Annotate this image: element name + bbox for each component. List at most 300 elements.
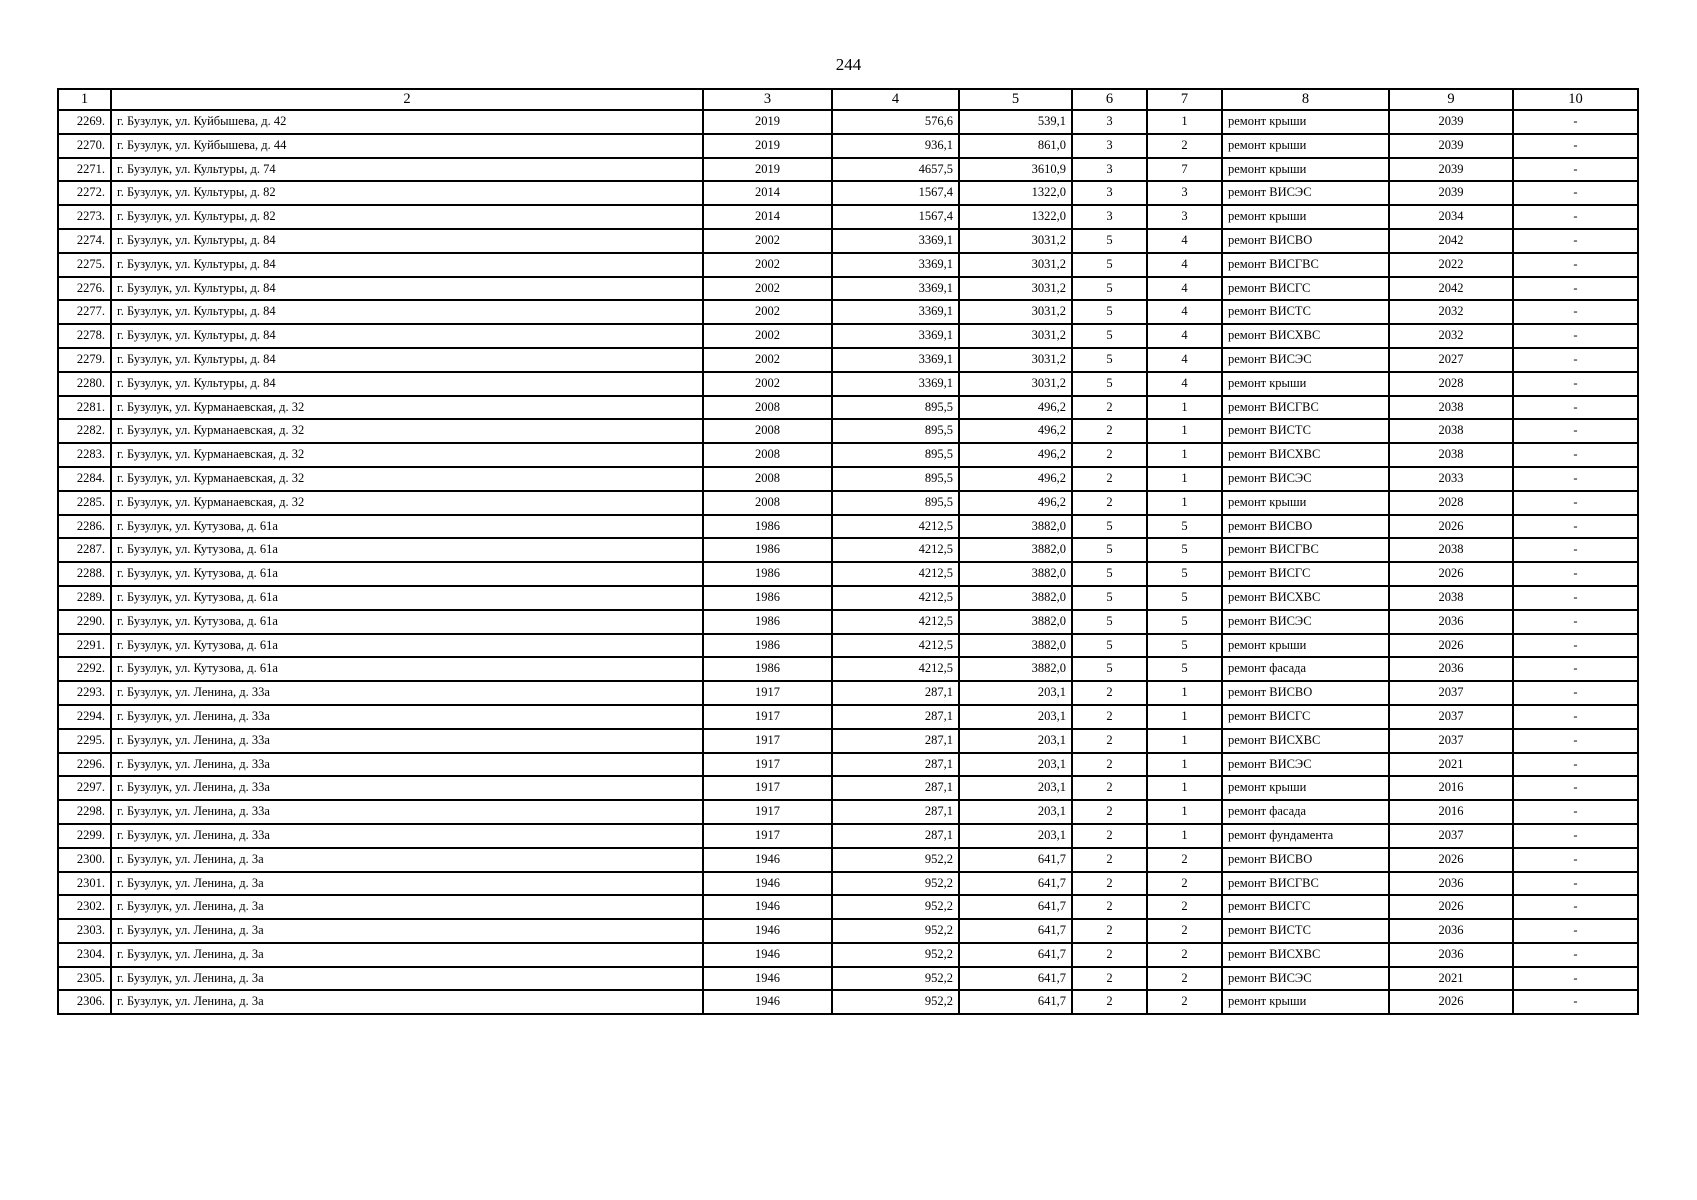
header-row — [58, 89, 1638, 110]
cell-work-type: ремонт ВИСХВС — [1222, 729, 1389, 753]
cell-row-number: 2269. — [58, 110, 111, 134]
cell-work-type: ремонт ВИСТС — [1222, 300, 1389, 324]
cell-work-type: ремонт ВИСЭС — [1222, 348, 1389, 372]
table-row — [58, 419, 1638, 443]
cell-planned-year: 2026 — [1389, 634, 1513, 658]
cell-living-area: 203,1 — [959, 776, 1072, 800]
table-row — [58, 729, 1638, 753]
cell-row-number: 2293. — [58, 681, 111, 705]
cell-floors: 2 — [1072, 729, 1147, 753]
cell-work-type: ремонт крыши — [1222, 372, 1389, 396]
cell-entrances: 4 — [1147, 372, 1222, 396]
cell-year: 2002 — [703, 324, 832, 348]
table-row — [58, 657, 1638, 681]
cell-total-area: 895,5 — [832, 443, 959, 467]
cell-total-area: 3369,1 — [832, 253, 959, 277]
cell-floors: 2 — [1072, 753, 1147, 777]
cell-floors: 2 — [1072, 800, 1147, 824]
cell-year: 1946 — [703, 895, 832, 919]
cell-row-number: 2285. — [58, 491, 111, 515]
cell-living-area: 3882,0 — [959, 657, 1072, 681]
table-row — [58, 990, 1638, 1014]
cell-entrances: 1 — [1147, 705, 1222, 729]
cell-year: 1917 — [703, 681, 832, 705]
cell-work-type: ремонт ВИСХВС — [1222, 943, 1389, 967]
cell-work-type: ремонт крыши — [1222, 134, 1389, 158]
cell-floors: 3 — [1072, 110, 1147, 134]
cell-planned-year: 2033 — [1389, 467, 1513, 491]
cell-planned-year: 2021 — [1389, 967, 1513, 991]
cell-total-area: 4212,5 — [832, 610, 959, 634]
cell-planned-year: 2036 — [1389, 872, 1513, 896]
cell-entrances: 5 — [1147, 515, 1222, 539]
cell-floors: 3 — [1072, 134, 1147, 158]
cell-total-area: 1567,4 — [832, 205, 959, 229]
cell-planned-year: 2026 — [1389, 515, 1513, 539]
cell-year: 2002 — [703, 277, 832, 301]
cell-floors: 5 — [1072, 324, 1147, 348]
cell-total-area: 3369,1 — [832, 229, 959, 253]
cell-living-area: 203,1 — [959, 729, 1072, 753]
cell-row-number: 2284. — [58, 467, 111, 491]
cell-year: 2002 — [703, 253, 832, 277]
cell-address: г. Бузулук, ул. Ленина, д. 33а — [111, 824, 703, 848]
cell-entrances: 2 — [1147, 848, 1222, 872]
cell-entrances: 1 — [1147, 824, 1222, 848]
cell-note: - — [1513, 824, 1638, 848]
cell-floors: 3 — [1072, 181, 1147, 205]
column-header-2: 2 — [111, 89, 703, 110]
cell-entrances: 1 — [1147, 729, 1222, 753]
cell-year: 2014 — [703, 181, 832, 205]
table-row — [58, 300, 1638, 324]
cell-address: г. Бузулук, ул. Кутузова, д. 61а — [111, 634, 703, 658]
table-row — [58, 967, 1638, 991]
cell-note: - — [1513, 776, 1638, 800]
cell-note: - — [1513, 300, 1638, 324]
cell-year: 1917 — [703, 800, 832, 824]
cell-address: г. Бузулук, ул. Культуры, д. 82 — [111, 205, 703, 229]
cell-living-area: 3031,2 — [959, 277, 1072, 301]
cell-total-area: 895,5 — [832, 419, 959, 443]
cell-entrances: 1 — [1147, 776, 1222, 800]
cell-row-number: 2283. — [58, 443, 111, 467]
cell-entrances: 3 — [1147, 181, 1222, 205]
cell-floors: 5 — [1072, 634, 1147, 658]
cell-total-area: 287,1 — [832, 681, 959, 705]
cell-living-area: 3882,0 — [959, 515, 1072, 539]
cell-total-area: 3369,1 — [832, 324, 959, 348]
cell-living-area: 3031,2 — [959, 348, 1072, 372]
cell-total-area: 952,2 — [832, 919, 959, 943]
cell-note: - — [1513, 800, 1638, 824]
cell-year: 2002 — [703, 300, 832, 324]
table-row — [58, 443, 1638, 467]
cell-planned-year: 2036 — [1389, 610, 1513, 634]
cell-work-type: ремонт ВИСГС — [1222, 562, 1389, 586]
cell-year: 1986 — [703, 610, 832, 634]
cell-note: - — [1513, 990, 1638, 1014]
cell-entrances: 2 — [1147, 895, 1222, 919]
cell-floors: 2 — [1072, 467, 1147, 491]
cell-row-number: 2271. — [58, 158, 111, 182]
cell-total-area: 4212,5 — [832, 562, 959, 586]
cell-row-number: 2276. — [58, 277, 111, 301]
cell-note: - — [1513, 562, 1638, 586]
cell-row-number: 2291. — [58, 634, 111, 658]
cell-floors: 2 — [1072, 776, 1147, 800]
cell-floors: 2 — [1072, 824, 1147, 848]
cell-planned-year: 2042 — [1389, 229, 1513, 253]
cell-floors: 2 — [1072, 872, 1147, 896]
cell-year: 1946 — [703, 967, 832, 991]
cell-total-area: 952,2 — [832, 872, 959, 896]
table-row — [58, 634, 1638, 658]
cell-total-area: 895,5 — [832, 467, 959, 491]
cell-total-area: 287,1 — [832, 800, 959, 824]
cell-year: 2008 — [703, 491, 832, 515]
cell-total-area: 287,1 — [832, 776, 959, 800]
cell-living-area: 3882,0 — [959, 634, 1072, 658]
cell-total-area: 4212,5 — [832, 634, 959, 658]
cell-total-area: 952,2 — [832, 990, 959, 1014]
cell-entrances: 2 — [1147, 990, 1222, 1014]
cell-address: г. Бузулук, ул. Кутузова, д. 61а — [111, 515, 703, 539]
cell-address: г. Бузулук, ул. Ленина, д. 3а — [111, 943, 703, 967]
cell-total-area: 287,1 — [832, 753, 959, 777]
cell-year: 1986 — [703, 586, 832, 610]
cell-note: - — [1513, 181, 1638, 205]
cell-year: 2014 — [703, 205, 832, 229]
table-body — [58, 110, 1638, 1014]
cell-row-number: 2282. — [58, 419, 111, 443]
cell-work-type: ремонт ВИСЭС — [1222, 181, 1389, 205]
cell-year: 1946 — [703, 919, 832, 943]
cell-total-area: 4212,5 — [832, 538, 959, 562]
cell-row-number: 2306. — [58, 990, 111, 1014]
cell-address: г. Бузулук, ул. Кутузова, д. 61а — [111, 538, 703, 562]
table-row — [58, 277, 1638, 301]
cell-row-number: 2272. — [58, 181, 111, 205]
cell-note: - — [1513, 229, 1638, 253]
cell-living-area: 3882,0 — [959, 586, 1072, 610]
cell-work-type: ремонт крыши — [1222, 776, 1389, 800]
cell-planned-year: 2028 — [1389, 372, 1513, 396]
cell-note: - — [1513, 396, 1638, 420]
cell-work-type: ремонт ВИСХВС — [1222, 586, 1389, 610]
cell-note: - — [1513, 895, 1638, 919]
cell-note: - — [1513, 657, 1638, 681]
cell-row-number: 2304. — [58, 943, 111, 967]
cell-address: г. Бузулук, ул. Курманаевская, д. 32 — [111, 396, 703, 420]
cell-living-area: 496,2 — [959, 491, 1072, 515]
cell-note: - — [1513, 705, 1638, 729]
cell-work-type: ремонт ВИСГС — [1222, 277, 1389, 301]
cell-living-area: 3031,2 — [959, 300, 1072, 324]
cell-work-type: ремонт фасада — [1222, 657, 1389, 681]
table-row — [58, 158, 1638, 182]
cell-living-area: 1322,0 — [959, 205, 1072, 229]
cell-work-type: ремонт фасада — [1222, 800, 1389, 824]
cell-floors: 2 — [1072, 491, 1147, 515]
cell-living-area: 3610,9 — [959, 158, 1072, 182]
cell-entrances: 4 — [1147, 229, 1222, 253]
cell-row-number: 2288. — [58, 562, 111, 586]
cell-address: г. Бузулук, ул. Кутузова, д. 61а — [111, 562, 703, 586]
cell-planned-year: 2027 — [1389, 348, 1513, 372]
cell-planned-year: 2037 — [1389, 705, 1513, 729]
table-row — [58, 491, 1638, 515]
table-row — [58, 181, 1638, 205]
cell-address: г. Бузулук, ул. Культуры, д. 84 — [111, 229, 703, 253]
cell-row-number: 2296. — [58, 753, 111, 777]
cell-floors: 2 — [1072, 990, 1147, 1014]
cell-note: - — [1513, 872, 1638, 896]
cell-row-number: 2279. — [58, 348, 111, 372]
cell-living-area: 496,2 — [959, 467, 1072, 491]
cell-row-number: 2303. — [58, 919, 111, 943]
cell-total-area: 952,2 — [832, 967, 959, 991]
table-row — [58, 396, 1638, 420]
cell-year: 1917 — [703, 776, 832, 800]
cell-planned-year: 2026 — [1389, 562, 1513, 586]
cell-note: - — [1513, 967, 1638, 991]
cell-living-area: 641,7 — [959, 848, 1072, 872]
cell-total-area: 895,5 — [832, 396, 959, 420]
cell-address: г. Бузулук, ул. Курманаевская, д. 32 — [111, 467, 703, 491]
column-header-3: 3 — [703, 89, 832, 110]
cell-living-area: 3882,0 — [959, 562, 1072, 586]
cell-note: - — [1513, 586, 1638, 610]
cell-total-area: 4212,5 — [832, 586, 959, 610]
cell-work-type: ремонт ВИСВО — [1222, 848, 1389, 872]
cell-note: - — [1513, 134, 1638, 158]
cell-address: г. Бузулук, ул. Ленина, д. 3а — [111, 990, 703, 1014]
cell-floors: 3 — [1072, 205, 1147, 229]
cell-note: - — [1513, 419, 1638, 443]
cell-address: г. Бузулук, ул. Куйбышева, д. 42 — [111, 110, 703, 134]
cell-year: 2019 — [703, 158, 832, 182]
cell-planned-year: 2039 — [1389, 110, 1513, 134]
cell-entrances: 5 — [1147, 610, 1222, 634]
cell-address: г. Бузулук, ул. Ленина, д. 33а — [111, 753, 703, 777]
cell-address: г. Бузулук, ул. Культуры, д. 84 — [111, 348, 703, 372]
cell-row-number: 2280. — [58, 372, 111, 396]
cell-year: 1986 — [703, 538, 832, 562]
cell-year: 2002 — [703, 372, 832, 396]
cell-floors: 2 — [1072, 396, 1147, 420]
cell-year: 2019 — [703, 110, 832, 134]
table-row — [58, 848, 1638, 872]
page-number: 244 — [835, 55, 862, 74]
cell-note: - — [1513, 467, 1638, 491]
cell-note: - — [1513, 277, 1638, 301]
table-row — [58, 895, 1638, 919]
cell-floors: 5 — [1072, 277, 1147, 301]
cell-total-area: 576,6 — [832, 110, 959, 134]
cell-living-area: 3031,2 — [959, 253, 1072, 277]
cell-entrances: 1 — [1147, 753, 1222, 777]
table-row — [58, 610, 1638, 634]
cell-year: 2002 — [703, 229, 832, 253]
cell-entrances: 3 — [1147, 205, 1222, 229]
column-header-1: 1 — [58, 89, 111, 110]
cell-planned-year: 2028 — [1389, 491, 1513, 515]
cell-note: - — [1513, 205, 1638, 229]
cell-work-type: ремонт фундамента — [1222, 824, 1389, 848]
cell-row-number: 2270. — [58, 134, 111, 158]
cell-entrances: 2 — [1147, 134, 1222, 158]
cell-year: 2008 — [703, 419, 832, 443]
cell-address: г. Бузулук, ул. Кутузова, д. 61а — [111, 610, 703, 634]
cell-planned-year: 2021 — [1389, 753, 1513, 777]
cell-row-number: 2281. — [58, 396, 111, 420]
cell-entrances: 5 — [1147, 657, 1222, 681]
cell-entrances: 1 — [1147, 681, 1222, 705]
cell-living-area: 641,7 — [959, 990, 1072, 1014]
cell-address: г. Бузулук, ул. Ленина, д. 33а — [111, 729, 703, 753]
cell-row-number: 2286. — [58, 515, 111, 539]
cell-total-area: 4657,5 — [832, 158, 959, 182]
column-header-6: 6 — [1072, 89, 1147, 110]
column-header-7: 7 — [1147, 89, 1222, 110]
cell-planned-year: 2037 — [1389, 681, 1513, 705]
table-row — [58, 348, 1638, 372]
cell-address: г. Бузулук, ул. Ленина, д. 3а — [111, 895, 703, 919]
cell-living-area: 203,1 — [959, 705, 1072, 729]
cell-total-area: 3369,1 — [832, 300, 959, 324]
cell-address: г. Бузулук, ул. Ленина, д. 33а — [111, 681, 703, 705]
cell-entrances: 5 — [1147, 586, 1222, 610]
cell-entrances: 1 — [1147, 800, 1222, 824]
cell-note: - — [1513, 324, 1638, 348]
cell-floors: 2 — [1072, 705, 1147, 729]
cell-work-type: ремонт ВИСГС — [1222, 705, 1389, 729]
cell-row-number: 2294. — [58, 705, 111, 729]
cell-work-type: ремонт ВИСХВС — [1222, 324, 1389, 348]
cell-total-area: 1567,4 — [832, 181, 959, 205]
cell-entrances: 5 — [1147, 562, 1222, 586]
cell-address: г. Бузулук, ул. Ленина, д. 33а — [111, 776, 703, 800]
cell-year: 1946 — [703, 848, 832, 872]
cell-address: г. Бузулук, ул. Культуры, д. 74 — [111, 158, 703, 182]
cell-address: г. Бузулук, ул. Курманаевская, д. 32 — [111, 443, 703, 467]
cell-year: 1917 — [703, 729, 832, 753]
cell-living-area: 3882,0 — [959, 538, 1072, 562]
table-row — [58, 205, 1638, 229]
table-row — [58, 134, 1638, 158]
table-row — [58, 562, 1638, 586]
table-row — [58, 372, 1638, 396]
table-row — [58, 943, 1638, 967]
cell-total-area: 3369,1 — [832, 372, 959, 396]
table-row — [58, 919, 1638, 943]
cell-work-type: ремонт крыши — [1222, 158, 1389, 182]
cell-floors: 5 — [1072, 300, 1147, 324]
cell-work-type: ремонт ВИСТС — [1222, 919, 1389, 943]
cell-row-number: 2292. — [58, 657, 111, 681]
cell-planned-year: 2026 — [1389, 990, 1513, 1014]
table-row — [58, 753, 1638, 777]
cell-living-area: 203,1 — [959, 800, 1072, 824]
cell-note: - — [1513, 919, 1638, 943]
cell-total-area: 287,1 — [832, 729, 959, 753]
cell-entrances: 5 — [1147, 538, 1222, 562]
cell-floors: 5 — [1072, 253, 1147, 277]
cell-floors: 5 — [1072, 562, 1147, 586]
cell-planned-year: 2016 — [1389, 776, 1513, 800]
cell-entrances: 1 — [1147, 491, 1222, 515]
cell-work-type: ремонт ВИСЭС — [1222, 610, 1389, 634]
cell-entrances: 5 — [1147, 634, 1222, 658]
cell-floors: 2 — [1072, 967, 1147, 991]
cell-work-type: ремонт крыши — [1222, 990, 1389, 1014]
cell-entrances: 7 — [1147, 158, 1222, 182]
cell-planned-year: 2037 — [1389, 729, 1513, 753]
table-row — [58, 229, 1638, 253]
cell-address: г. Бузулук, ул. Ленина, д. 33а — [111, 705, 703, 729]
cell-address: г. Бузулук, ул. Ленина, д. 3а — [111, 919, 703, 943]
cell-work-type: ремонт ВИСГВС — [1222, 396, 1389, 420]
cell-total-area: 4212,5 — [832, 515, 959, 539]
cell-work-type: ремонт ВИСГВС — [1222, 872, 1389, 896]
cell-note: - — [1513, 515, 1638, 539]
cell-row-number: 2295. — [58, 729, 111, 753]
cell-planned-year: 2039 — [1389, 134, 1513, 158]
cell-living-area: 496,2 — [959, 419, 1072, 443]
cell-floors: 5 — [1072, 538, 1147, 562]
cell-planned-year: 2042 — [1389, 277, 1513, 301]
cell-entrances: 4 — [1147, 300, 1222, 324]
cell-year: 2008 — [703, 467, 832, 491]
cell-year: 1986 — [703, 634, 832, 658]
cell-living-area: 861,0 — [959, 134, 1072, 158]
cell-note: - — [1513, 681, 1638, 705]
cell-year: 1946 — [703, 943, 832, 967]
table-row — [58, 253, 1638, 277]
cell-year: 1917 — [703, 753, 832, 777]
cell-address: г. Бузулук, ул. Ленина, д. 3а — [111, 872, 703, 896]
column-header-8: 8 — [1222, 89, 1389, 110]
cell-year: 1917 — [703, 824, 832, 848]
cell-entrances: 4 — [1147, 348, 1222, 372]
cell-entrances: 2 — [1147, 919, 1222, 943]
table-row — [58, 467, 1638, 491]
cell-planned-year: 2038 — [1389, 396, 1513, 420]
cell-planned-year: 2022 — [1389, 253, 1513, 277]
cell-planned-year: 2016 — [1389, 800, 1513, 824]
cell-planned-year: 2036 — [1389, 919, 1513, 943]
cell-total-area: 287,1 — [832, 705, 959, 729]
cell-floors: 2 — [1072, 443, 1147, 467]
cell-work-type: ремонт ВИСТС — [1222, 419, 1389, 443]
cell-year: 2008 — [703, 443, 832, 467]
cell-year: 2002 — [703, 348, 832, 372]
cell-address: г. Бузулук, ул. Кутузова, д. 61а — [111, 657, 703, 681]
cell-living-area: 641,7 — [959, 872, 1072, 896]
cell-address: г. Бузулук, ул. Культуры, д. 84 — [111, 277, 703, 301]
cell-floors: 5 — [1072, 372, 1147, 396]
cell-work-type: ремонт ВИСГС — [1222, 895, 1389, 919]
cell-total-area: 287,1 — [832, 824, 959, 848]
cell-address: г. Бузулук, ул. Курманаевская, д. 32 — [111, 419, 703, 443]
cell-living-area: 3031,2 — [959, 324, 1072, 348]
cell-year: 1986 — [703, 657, 832, 681]
cell-planned-year: 2032 — [1389, 324, 1513, 348]
cell-entrances: 2 — [1147, 943, 1222, 967]
cell-row-number: 2290. — [58, 610, 111, 634]
cell-work-type: ремонт ВИСВО — [1222, 229, 1389, 253]
